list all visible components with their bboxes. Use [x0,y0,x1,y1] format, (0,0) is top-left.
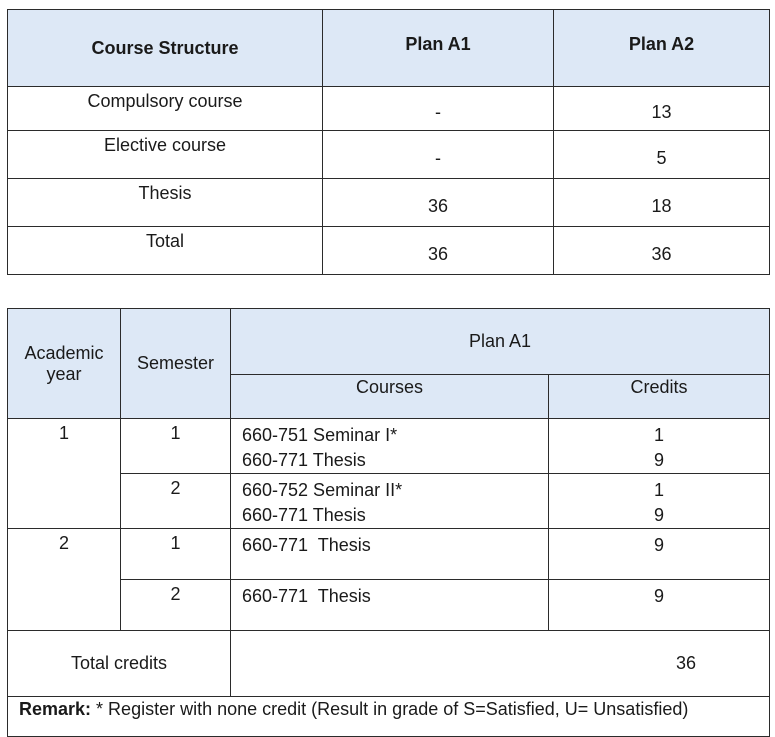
credit-value: 9 [653,505,664,525]
credit-value: 9 [653,450,664,470]
table-row [8,131,770,179]
remark-text: * Register with none credit (Result in grade of S=Satisfied, U= Unsatisfied) [91,699,689,719]
remark-cell [8,697,770,737]
credits-cell [549,580,770,631]
total-label: Total [8,227,323,275]
header-courses: Courses [231,375,549,419]
credit-value: 1 [653,480,664,500]
table-row [8,580,770,631]
total-credits-label: Total credits [8,631,231,697]
plan-a2-value: 13 [554,87,770,131]
total-row [8,227,770,275]
header-academic-year: Academic year [8,309,121,419]
credits-cell [549,474,770,529]
row-label: Thesis [8,179,323,227]
semester-value: 1 [121,529,231,580]
courses-cell [231,529,549,580]
credits-cell [549,529,770,580]
schedule-header-row [8,309,770,375]
table-row [8,87,770,131]
academic-year-value: 1 [8,419,121,529]
remark-row [8,697,770,737]
semester-value: 2 [121,580,231,631]
courses-cell [231,580,549,631]
total-credits-row [8,631,770,697]
plan-a1-value: 36 [323,179,554,227]
plan-a1-value: - [323,87,554,131]
semester-value: 2 [121,474,231,529]
header-course-structure: Course Structure [8,10,323,87]
plan-a2-value: 18 [554,179,770,227]
semester-value: 1 [121,419,231,474]
course-structure-table [7,9,770,275]
header-plan-a1: Plan A1 [323,10,554,87]
plan-a1-value: - [323,131,554,179]
course-entry: 660-771 Thesis [242,450,366,470]
course-entry: 660-771 Thesis [242,586,371,606]
table-row [8,419,770,474]
plan-a1-schedule-table [7,308,770,737]
table-row [8,474,770,529]
course-entry: 660-752 Seminar II* [242,480,403,500]
remark-label: Remark: [19,699,92,719]
academic-year-value: 2 [8,529,121,631]
credits-cell [549,419,770,474]
courses-cell [231,419,549,474]
header-credits: Credits [549,375,770,419]
header-plan-a2: Plan A2 [554,10,770,87]
course-entry: 660-771 Thesis [242,535,371,555]
courses-cell [231,474,549,529]
course-structure-header-row [8,10,770,87]
row-label: Compulsory course [8,87,323,131]
plan-a2-total: 36 [554,227,770,275]
credit-value: 9 [653,535,664,555]
plan-a1-total: 36 [323,227,554,275]
credit-value: 9 [653,586,664,606]
course-entry: 660-751 Seminar I* [242,425,398,445]
plan-a2-value: 5 [554,131,770,179]
header-plan: Plan A1 [231,309,770,375]
header-semester: Semester [121,309,231,419]
table-row [8,179,770,227]
course-entry: 660-771 Thesis [242,505,366,525]
row-label: Elective course [8,131,323,179]
table-row [8,529,770,580]
total-credits-value: 36 [231,631,770,697]
credit-value: 1 [653,425,664,445]
